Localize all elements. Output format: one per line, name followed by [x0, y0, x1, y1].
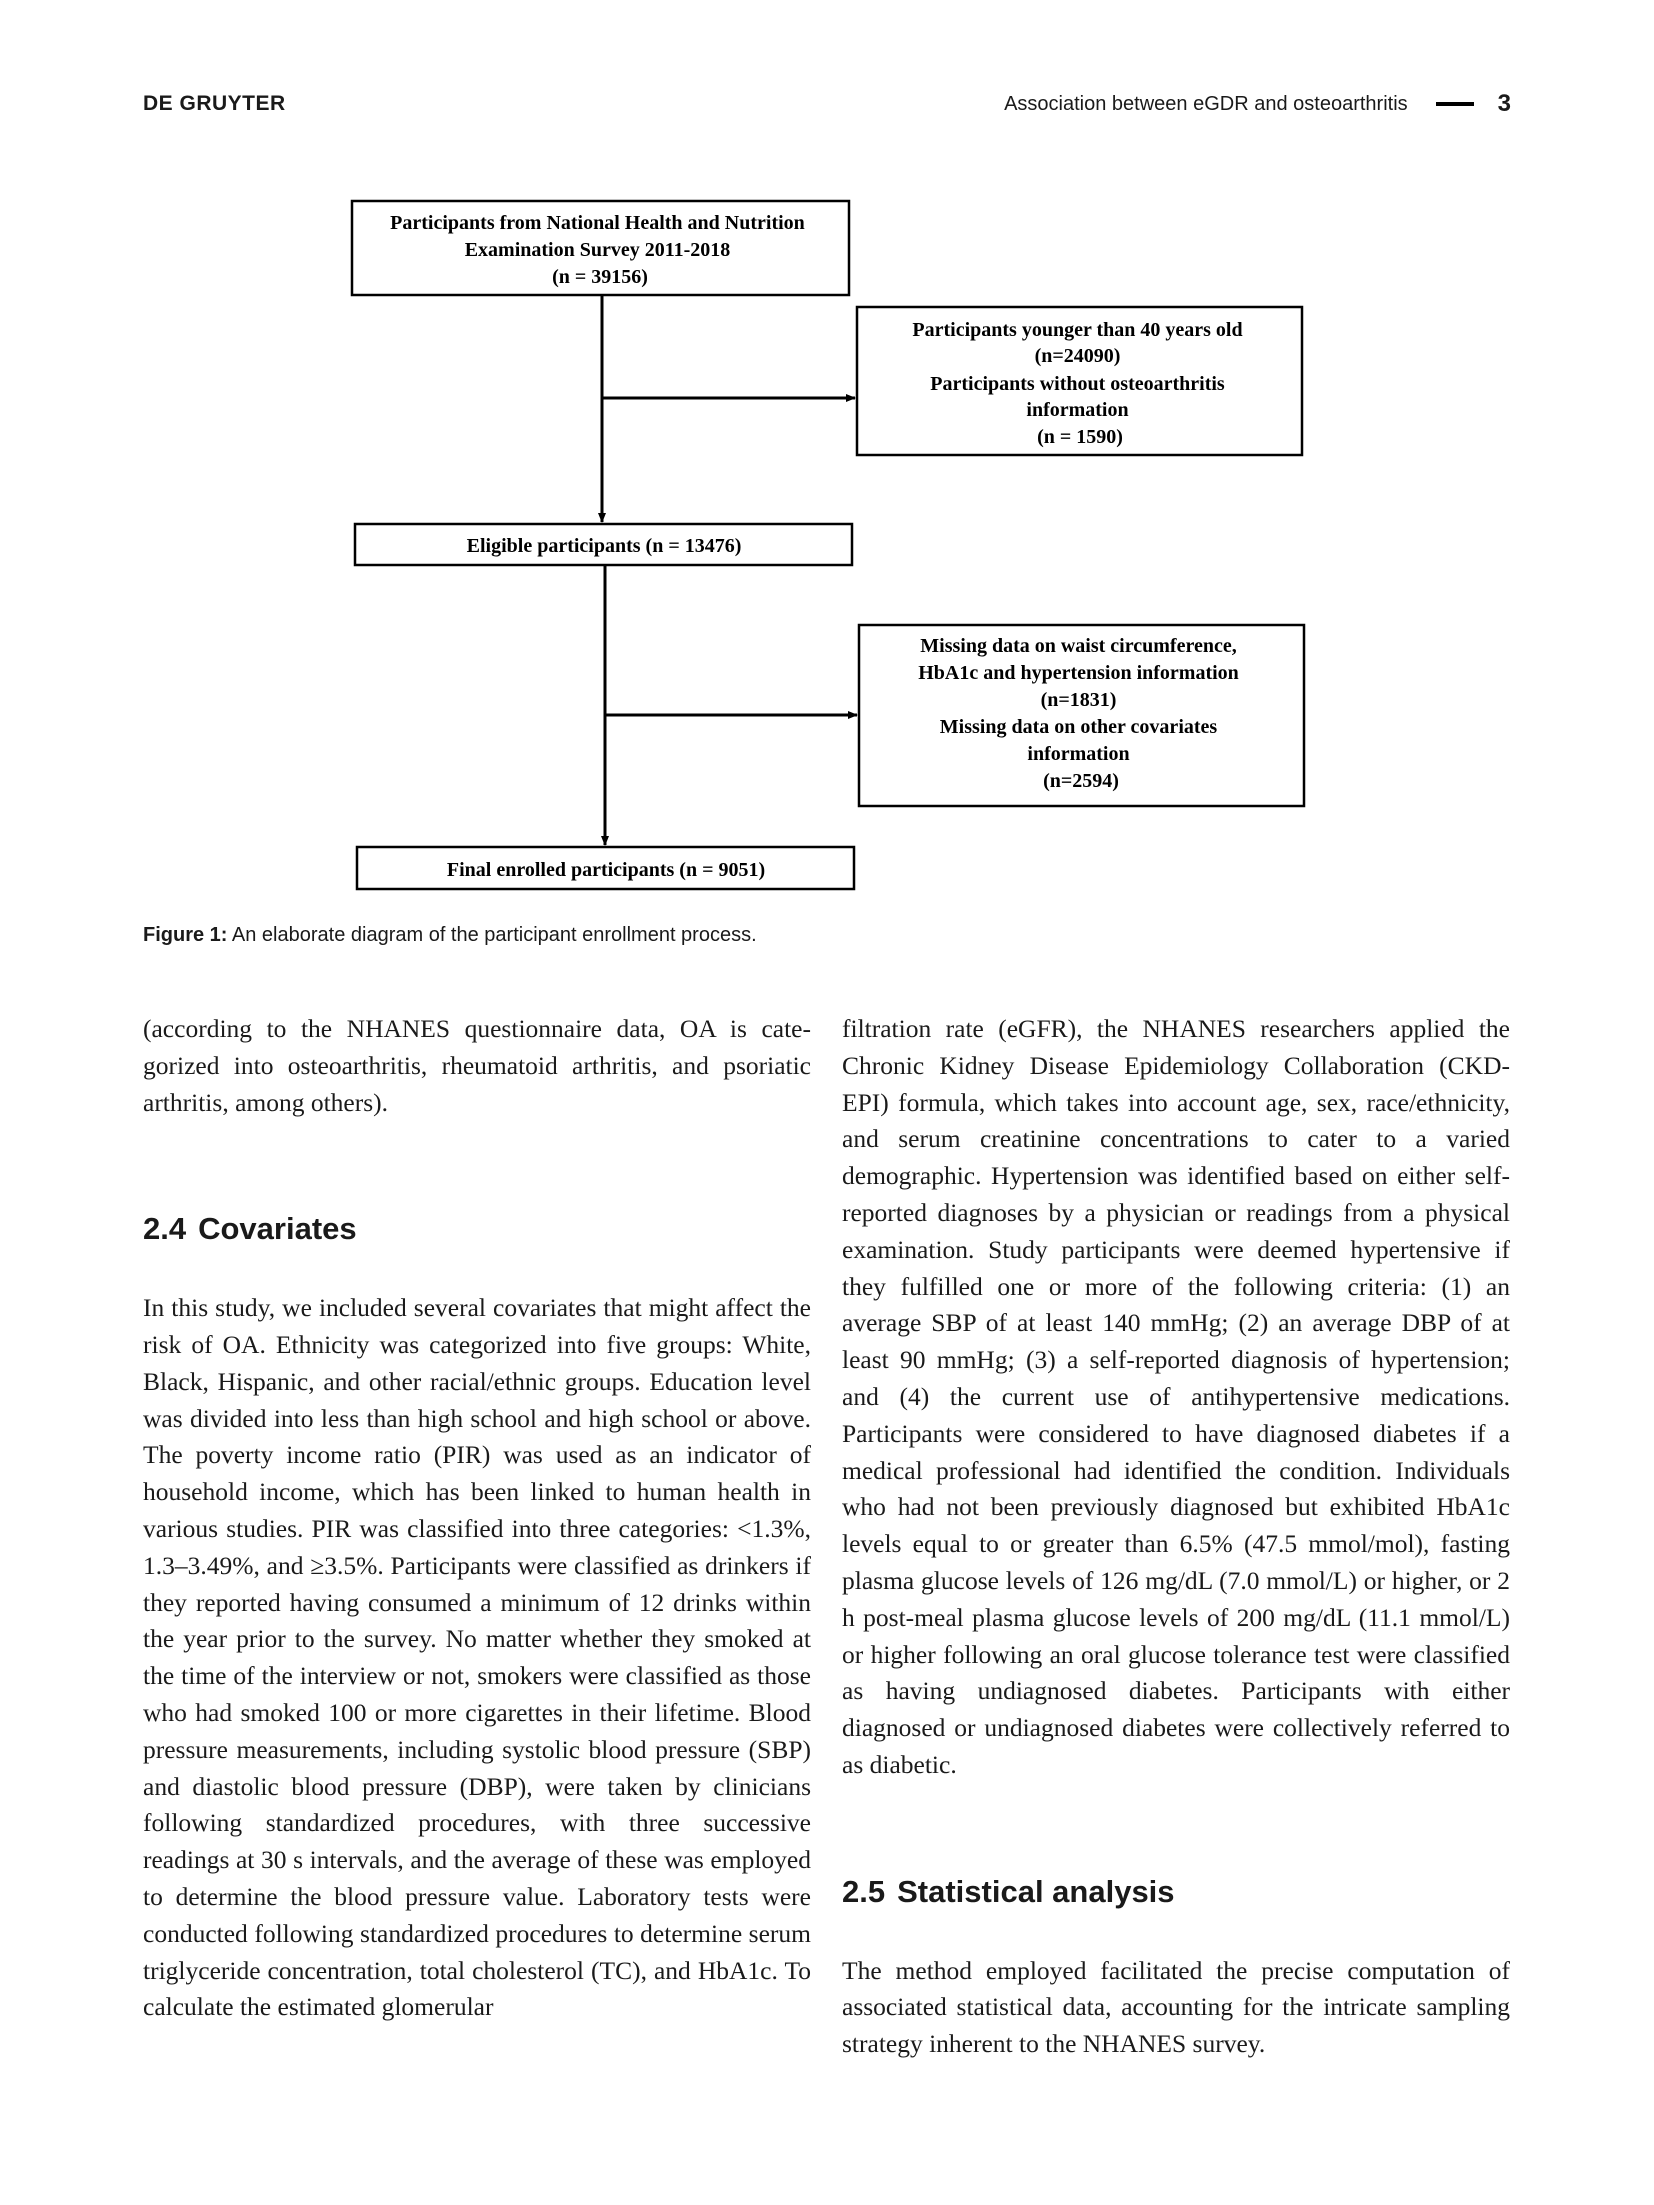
flow-box-source-text: Participants from National Health and Nutrition Examination Survey 2011-2018 (n = 39156): [390, 212, 805, 288]
right-paragraph-2: The method employed facilitated the precise computation of associated statistical data, accounting for the intricate sampling strategy inherent to the NHANES survey.: [842, 1955, 1510, 2059]
right-paragraph-1: filtration rate (eGFR), the NHANES researchers applied the Chronic Kidney Disease Epidemiology Collaboration (CKD-EPI) formula, which takes into account age, sex, race/ethnicity, and serum creatinine concentrations to cater to a varied demographic. Hypertension was identified based on either self-reported diagnoses by a physician or readings from a physical examination. Study participants were deemed hypertensive if they fulfilled one or more of the following criteria: (1) an average SBP of at least 140 mmHg; (2) an average DBP of at least 90 mmHg; (3) a self-reported diagnosis of hypertension; and (4) the current use of antihypertensive medications. Participants were considered to have diagnosed diabetes if a medical professional had identified the condition. Individuals who had not been previously diagnosed but exhibited HbA1c levels equal to or greater than 6.5% (47.5 mmol/mol), fasting plasma glucose levels of 126 mg/dL (7.0 mmol/L) or higher, or 2 h post-meal plasma glucose levels of 200 mg/dL (11.1 mmol/L) or higher following an oral glucose tolerance test were classified as having undiagnosed diabetes. Participants with either diagnosed or undiagnosed diabetes were collectively referred to as diabetic.: [842, 1014, 1510, 1779]
figure-caption-text: An elaborate diagram of the participant enrollment process.: [227, 924, 757, 946]
enrollment-flow-diagram: [0, 0, 1654, 900]
left-paragraph-1: (according to the NHANES questionnaire data, OA is categorized into osteoarthritis, rheumatoid arthritis, and psoriatic arthritis, among others).: [143, 1014, 811, 1117]
page-number: 3: [1497, 90, 1511, 117]
flow-box-exclusion-2-text: Missing data on waist circumference, HbA1c and hypertension information (n=1831) Missing data on other covariates information (n=2594): [918, 635, 1239, 792]
left-paragraph-2: In this study, we included several covariates that might affect the risk of OA. Ethnicity was categorized into five groups: White, Black, Hispanic, and other racial/ethnic groups. Education level was divided into less than high school and high school or above. The poverty income ratio (PIR) was used as an indicator of household income, which has been linked to human health in various studies. PIR was classified into three categories: <1.3%, 1.3–3.49%, and ≥3.5%. Participants were classified as drinkers if they reported having consumed a minimum of 12 drinks within the year prior to the survey. No matter whether they smoked at the time of the interview or not, smokers were classified as those who had smoked 100 or more cigarettes in their lifetime. Blood pressure measurements, including systolic blood pressure (SBP) and diastolic blood pressure (DBP), were taken by clinicians following standardized procedures, with three successive readings at 30 s intervals, and the average of these was employed to determine the blood pressure value. Laboratory tests were conducted following standardized procedures to determine serum triglyceride concentration, total cholesterol (TC), and HbA1c. To calculate the estimated glomerular: [143, 1293, 811, 2022]
section-heading-statistical-analysis: 2.5 Statistical analysis: [842, 1873, 1175, 1909]
section-heading-covariates: 2.4 Covariates: [143, 1211, 357, 1247]
flow-box-exclusion-1-text: Participants younger than 40 years old (n=24090) Participants without osteoarthritis information (n = 1590): [912, 319, 1243, 448]
publisher-name: DE GRUYTER: [143, 92, 286, 115]
flow-box-eligible-text: Eligible participants (n = 13476): [466, 535, 742, 557]
right-column: [842, 1011, 1510, 2063]
figure-caption-label: Figure 1:: [143, 924, 228, 946]
running-title: Association between eGDR and osteoarthritis: [1004, 92, 1408, 115]
flow-box-final-text: Final enrolled participants (n = 9051): [446, 859, 766, 881]
left-column: [143, 1011, 811, 2026]
figure-caption: [143, 924, 757, 947]
